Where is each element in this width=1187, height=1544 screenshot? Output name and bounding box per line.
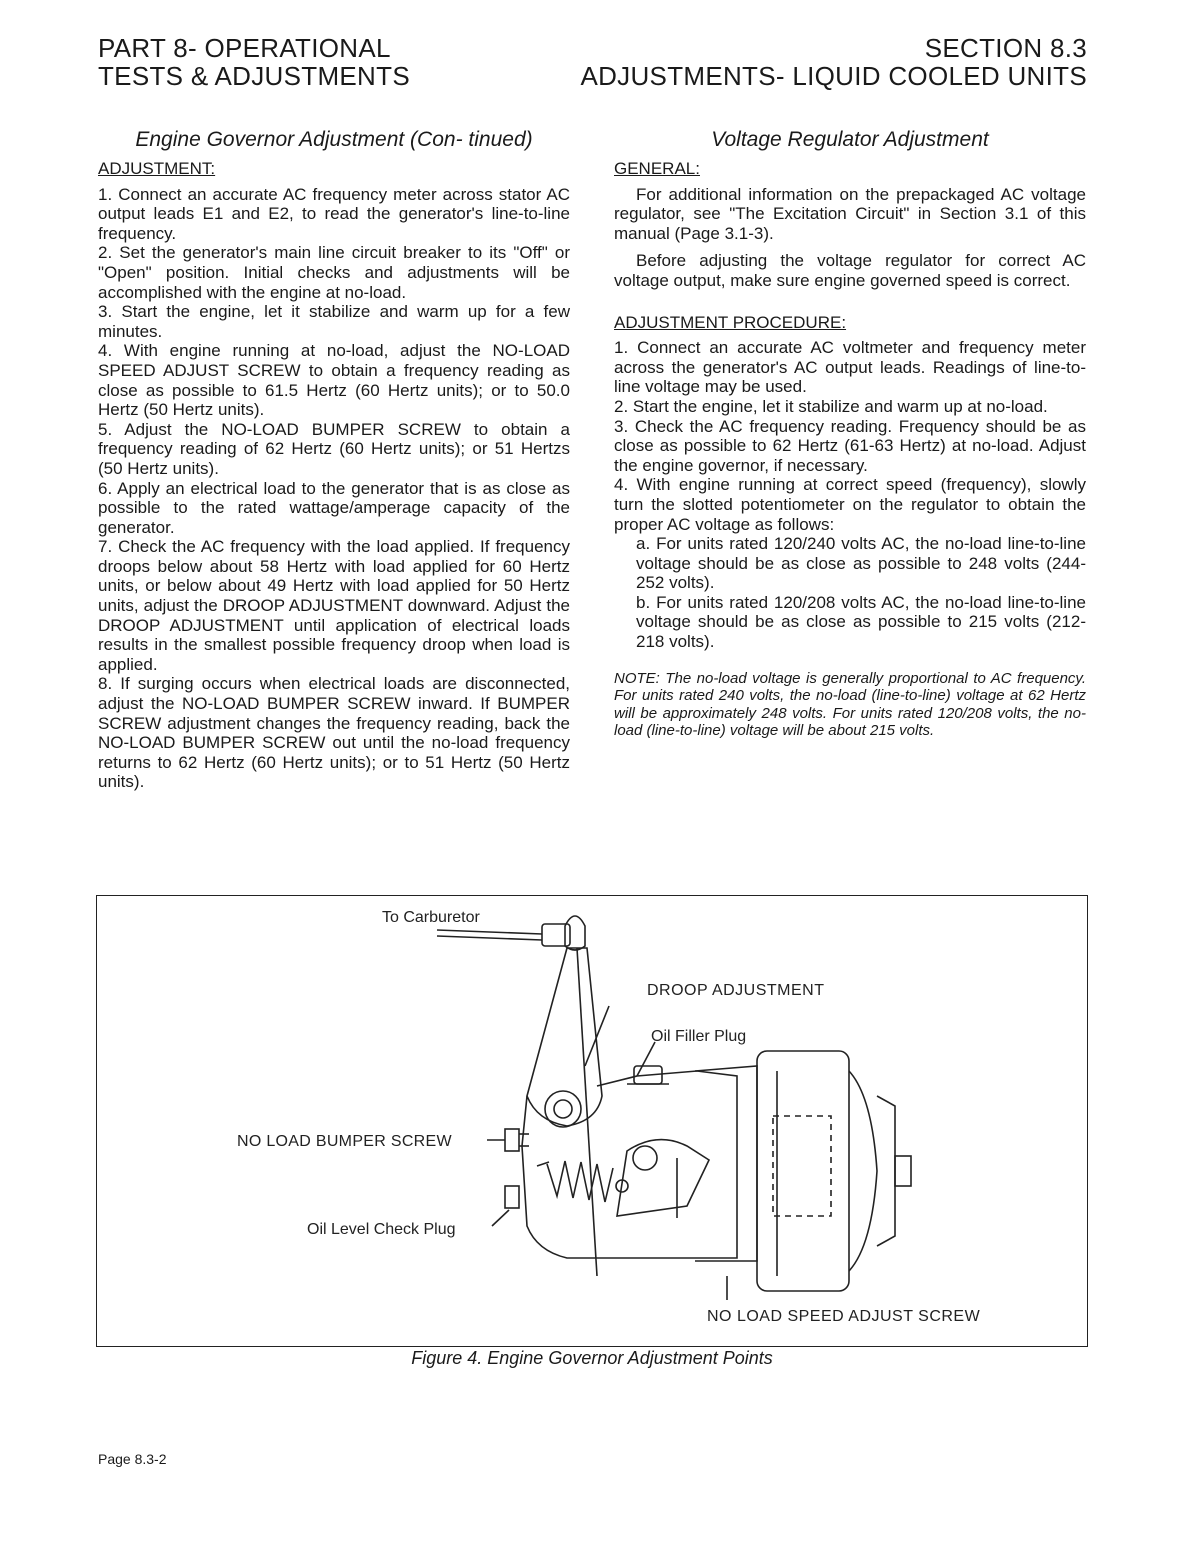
label-no-load-bumper-screw: NO LOAD BUMPER SCREW: [237, 1133, 452, 1150]
regulator-step-4: 4. With engine running at correct speed (frequency), slowly turn the slotted potentiometer on the regulator to obtain the proper AC voltage as follows:: [614, 475, 1086, 534]
label-oil-filler-plug: Oil Filler Plug: [651, 1028, 747, 1045]
oil-filler-leader-line: [637, 1042, 655, 1076]
regulator-section-title: Voltage Regulator Adjustment: [711, 128, 989, 151]
header-right: [580, 34, 1087, 90]
governor-step-6: 6. Apply an electrical load to the generator that is as close as possible to the rated wattage/amperage capacity of the generator.: [98, 478, 570, 537]
governor-step-5: 5. Adjust the NO-LOAD BUMPER SCREW to obtain a frequency reading of 62 Hertz (60 Hertz units); or 51 Hertzs (50 Hertz units).: [98, 419, 570, 478]
section-number: SECTION 8.3: [924, 33, 1087, 63]
governor-step-8: 8. If surging occurs when electrical loads are disconnected, adjust the NO-LOAD BUMPER SCREW inward. If BUMPER SCREW adjustment changes the frequency reading, back the NO-LOAD BUMPER SCREW out until the no-load frequency returns to 62 Hertz (60 Hertz units); or to 51 Hertz (50 Hertz units).: [98, 674, 570, 792]
governor-diagram: [97, 896, 1086, 1345]
governor-step-2: 2. Set the generator's main line circuit breaker to its "Off" or "Open" position. Initial checks and adjustments will be accomplished with the engine at no-load.: [98, 243, 570, 302]
label-to-carburetor: To Carburetor: [382, 909, 480, 926]
voltage-note: NOTE: The no-load voltage is generally proportional to AC frequency. For units rated 240 volts, the no-load (line-to-line) voltage at 62 Hertz will be approximately 248 volts. For units rated 120/208 volts, the no-load (line-to-line) voltage will be about 215 volts.: [614, 669, 1086, 740]
regulator-step-2: 2. Start the engine, let it stabilize and warm up at no-load.: [614, 396, 1048, 416]
general-paragraph-2: Before adjusting the voltage regulator for correct AC voltage output, make sure engine governed speed is correct.: [614, 251, 1086, 290]
header-left: [98, 34, 410, 90]
left-column: [98, 128, 570, 792]
governor-step-1: 1. Connect an accurate AC frequency meter across stator AC output leads E1 and E2, to read the generator's line-to-line frequency.: [98, 184, 570, 243]
regulator-step-4a: a. For units rated 120/240 volts AC, the no-load line-to-line voltage should be as close as possible to 248 volts (244-252 volts).: [636, 534, 1086, 593]
governor-lever: [527, 948, 602, 1276]
engine-block: [677, 1051, 911, 1300]
section-title: ADJUSTMENTS- LIQUID COOLED UNITS: [580, 61, 1087, 91]
governor-step-7: 7. Check the AC frequency with the load applied. If frequency droops below about 58 Hertz with load applied for 60 Hertz units, or below about 49 Hertz with load applied for 50 Hertz units, adjust the DROOP ADJUSTMENT downward. Adjust the DROOP ADJUSTMENT until application of electrical loads results in the smallest possible frequency droop when load is applied.: [98, 537, 570, 674]
droop-lever: [617, 1140, 709, 1216]
governor-step-4: 4. With engine running at no-load, adjust the NO-LOAD SPEED ADJUST SCREW to obtain a frequency reading as close as possible to 61.5 Hertz (60 Hertz units); or to 50.0 Hertz (50 Hertz units).: [98, 341, 570, 420]
procedure-heading: ADJUSTMENT PROCEDURE:: [614, 312, 847, 332]
label-no-load-speed-adjust-screw: NO LOAD SPEED ADJUST SCREW: [707, 1308, 981, 1325]
regulator-step-4b: b. For units rated 120/208 volts AC, the no-load line-to-line voltage should be as close as possible to 215 volts (212-218 volts).: [636, 592, 1086, 652]
figure-box: [96, 895, 1088, 1347]
regulator-step-3: 3. Check the AC frequency reading. Frequency should be as close as possible to 62 Hertz (61-63 Hertz) at no-load. Adjust the engine governor, if necessary.: [614, 416, 1086, 475]
oil-level-plug: [492, 1186, 519, 1226]
governor-step-3: 3. Start the engine, let it stabilize and warm up for a few minutes.: [98, 302, 570, 341]
regulator-step-1: 1. Connect an accurate AC voltmeter and frequency meter across the generator's AC output leads. Readings of line-to-line voltage may be used.: [614, 338, 1086, 397]
governor-spring: [537, 1161, 628, 1202]
part-title: PART 8- OPERATIONAL: [98, 33, 391, 63]
part-subtitle: TESTS & ADJUSTMENTS: [98, 61, 410, 91]
page-number: Page 8.3-2: [98, 1451, 167, 1467]
figure-caption: Figure 4. Engine Governor Adjustment Points: [411, 1348, 773, 1368]
general-heading: GENERAL:: [614, 159, 700, 178]
governor-section-title: Engine Governor Adjustment (Con- tinued): [135, 128, 533, 151]
droop-leader-line: [585, 1006, 609, 1066]
label-oil-level-check-plug: Oil Level Check Plug: [307, 1221, 456, 1238]
adjustment-heading: ADJUSTMENT:: [98, 159, 216, 178]
general-paragraph-1: For additional information on the prepackaged AC voltage regulator, see "The Excitation Circuit" in Section 3.1 of this manual (Page 3.1-3).: [614, 184, 1086, 243]
governor-housing: [522, 1066, 737, 1258]
label-droop-adjustment: DROOP ADJUSTMENT: [647, 982, 825, 999]
right-column: [614, 128, 1086, 740]
